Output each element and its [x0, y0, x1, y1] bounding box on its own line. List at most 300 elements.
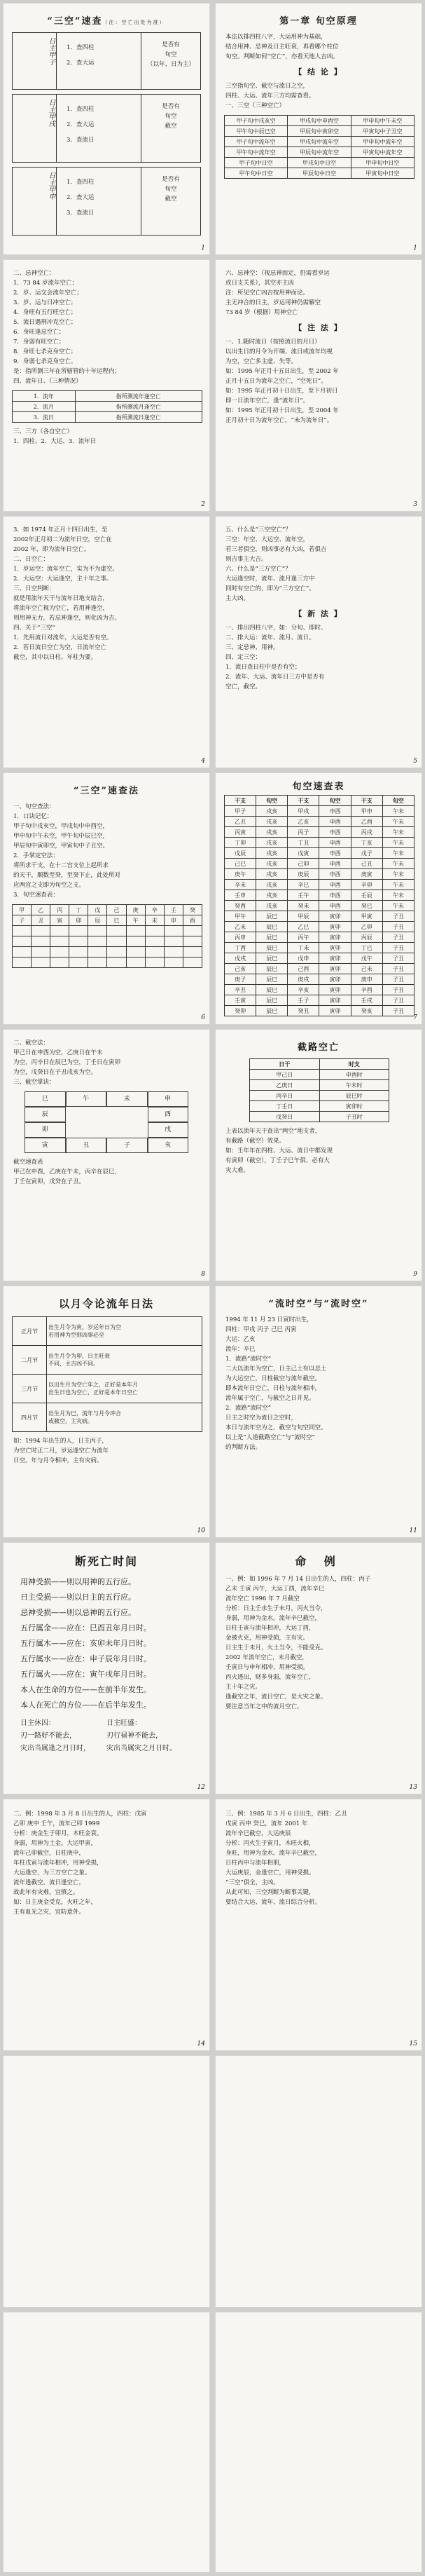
foot-cell: 灾出当属逢之月日时， — [20, 1745, 90, 1752]
table-cell — [183, 947, 202, 958]
table-cell: 丁亥 — [351, 838, 382, 848]
table-cell: 辛巳 — [288, 880, 319, 890]
result-item: 是否有 — [162, 41, 180, 48]
desc-line: 若用神为空则凶事必至 — [48, 1332, 104, 1338]
text-line: 三、定忌神、用神。 — [225, 644, 279, 651]
text-line: 身弱，用神为金水。流年辛巳截空， — [225, 1615, 321, 1622]
table-cell: 甲寅 — [351, 911, 382, 922]
text-line: 四、关于“三空” — [13, 625, 55, 632]
table-cell: 午未 — [382, 869, 414, 880]
table-cell: 己 — [107, 905, 126, 915]
table-cell: 寅卯 — [319, 974, 351, 985]
page-number: 3 — [413, 501, 417, 508]
table-cell: 午未 — [382, 848, 414, 859]
month-desc — [47, 1403, 202, 1432]
page-17 — [3, 2055, 210, 2308]
text-line: 本日与流年空为之，截空与旬空同空。 — [225, 1424, 327, 1431]
text-line: 五行属火——应在：寅午戌年月日时。 — [20, 1670, 151, 1679]
table-cell: 2．流月 — [13, 402, 76, 412]
table-cell: 午未 — [382, 817, 414, 827]
text-line: 有截路（截空）效果。 — [225, 1138, 286, 1145]
table-cell: 丑 — [32, 915, 50, 926]
table-cell: 子丑 — [382, 964, 414, 974]
table-cell: 癸酉 — [225, 901, 256, 911]
table-cell: 己巳 — [225, 859, 256, 869]
text-line: 五、什么是“三空空亡”？ — [225, 526, 291, 533]
text-line: 大运逢空，为三方空亡之象。 — [13, 1869, 91, 1876]
page-9 — [3, 1029, 210, 1281]
text-line: 要结合大运、流年、流日综合分析。 — [225, 1899, 321, 1906]
text-line: 如：1995 年正月初十日出生，至下月初日 — [225, 388, 338, 395]
tiangan-dizhi-table — [12, 904, 202, 968]
text-line: 应两宫之支即为旬空之支。 — [13, 882, 85, 889]
page-4 — [215, 259, 422, 512]
table-cell: 寅卯 — [319, 943, 351, 953]
table-cell: 己亥 — [225, 964, 256, 974]
table-cell: 午未 — [382, 859, 414, 869]
table-cell: 甲午旬中辰巳空 — [225, 126, 288, 137]
text-line: 逢截空之年，流日空亡，是大灾之象。 — [225, 1694, 327, 1701]
table-cell: 丙寅 — [225, 827, 256, 838]
palm-cell — [106, 1107, 148, 1121]
text-line: 流年己卯截空，日柱庚申， — [13, 1850, 85, 1857]
table-row — [13, 926, 202, 936]
page-number: 1 — [413, 245, 417, 252]
text-line: 二、例：1998 年 3 月 8 日出生的人，四柱：戊寅 — [13, 1811, 147, 1818]
table-cell: 乙未 — [225, 922, 256, 932]
table-cell: 指所测流月逢空亡 — [75, 402, 202, 412]
text-line: 要注意当年之中的流月空亡。 — [225, 1703, 303, 1710]
text-line: 3．如 1974 年正月十四日出生，至 — [13, 526, 108, 533]
table-cell: 庚申 — [351, 974, 382, 985]
table-cell: 乙酉 — [351, 817, 382, 827]
text-line: 3．旬空速查表： — [13, 892, 59, 899]
table-cell: 丙午 — [288, 932, 319, 943]
text-line: 日主生于未月，火土当令，不能受克。 — [225, 1644, 327, 1651]
table-row — [13, 936, 202, 947]
text-line: 5．流日遇刑冲克空亡； — [13, 319, 77, 326]
step-item: 1．查四柱 — [67, 179, 95, 186]
table-row — [225, 158, 414, 168]
table-row — [225, 137, 414, 147]
table-row — [225, 126, 414, 137]
table-row — [225, 901, 414, 911]
table-row — [225, 869, 414, 880]
text-line: 2002 年，即为流年日空亡。 — [13, 546, 90, 553]
table-row — [13, 905, 202, 915]
table-cell: 午未 — [382, 901, 414, 911]
page-title: 旬空速查表 — [292, 782, 345, 792]
table-cell: 辰巳 — [256, 932, 288, 943]
table-cell: 庚寅 — [351, 869, 382, 880]
text-line: 身弱，用神为土金。大运甲寅， — [13, 1840, 97, 1847]
table-cell: 辰巳 — [256, 974, 288, 985]
text-line: 三空指旬空、截空与流日之空， — [225, 83, 309, 90]
page-title: 命 例 — [295, 1555, 342, 1568]
step-item: 2．查大运 — [67, 60, 95, 67]
text-line: 的判断方法。 — [225, 1444, 262, 1451]
text-line: 截空，其中以日柱、年柱为要。 — [13, 654, 97, 661]
text-line: 将所求干支，在十二宫支位上起所求 — [13, 862, 109, 869]
text-line: 为空，戊癸日在子丑戌亥为空。 — [13, 1069, 97, 1076]
text-line: 如：壬年年在四柱、大运、流日中都发现 — [225, 1147, 333, 1154]
table-row — [13, 402, 202, 412]
table-cell: 甲寅旬中流年空 — [351, 147, 414, 158]
table-cell: 子丑 — [382, 953, 414, 964]
text-line: 流年属于空亡，与截空之日并见。 — [225, 1395, 315, 1402]
table-cell: 己卯 — [288, 859, 319, 869]
page-1 — [3, 3, 210, 255]
page-title: 第一章 旬空原理 — [279, 16, 358, 27]
table-cell: 申酉 — [319, 859, 351, 869]
text-line: 忌神受损——则以忌神的五行应。 — [20, 1608, 136, 1617]
text-line: 三、三方（各自空亡） — [13, 428, 74, 435]
text-line: 主十年之灾。 — [225, 1684, 262, 1691]
page-title: “流时空”与“流时空” — [268, 1299, 369, 1309]
table-cell: 寅卯 — [319, 985, 351, 995]
text-line: 壬寅日与申年相冲，用神受损。 — [225, 1664, 309, 1671]
table-cell — [164, 936, 183, 947]
table-cell: 丁卯 — [225, 838, 256, 848]
table-cell: 子丑 — [382, 1006, 414, 1016]
table-row — [13, 391, 202, 402]
text-line: 甲己在申酉，乙庚在午未，丙辛在辰巳， — [13, 1168, 121, 1175]
text-line: 三、截空掌诀： — [13, 1079, 55, 1086]
table-cell: 戊癸日 — [250, 1112, 320, 1122]
table-cell: 壬午 — [288, 890, 319, 901]
page-number: 13 — [409, 1784, 417, 1791]
page-title: 断死亡时间 — [74, 1555, 138, 1568]
table-cell: 庚 — [126, 905, 145, 915]
page-14 — [215, 1542, 422, 1794]
table-row — [225, 964, 414, 974]
text-line: 2．大运空：大运逢空，主十年之事。 — [13, 575, 113, 582]
table-row — [225, 848, 414, 859]
text-line: 二、截空法： — [13, 1040, 50, 1047]
table-cell — [164, 947, 183, 958]
text-line: 注：所见空亡凶吉按用神而论。 — [225, 289, 309, 297]
table-cell: 乙 — [32, 905, 50, 915]
table-cell — [69, 947, 88, 958]
text-line: 如：日主庚金受克，火旺之年， — [13, 1899, 97, 1906]
page-title: “三空”速查（注：空亡出处为准） — [47, 16, 166, 27]
desc-line: 以出生月为空亡年之，正好是本年月 — [48, 1382, 138, 1388]
table-cell — [145, 958, 164, 968]
table-cell: 甲辰 — [288, 911, 319, 922]
text-line: 年柱戊寅与流年相冲，用神受损， — [13, 1860, 103, 1867]
kongwang-table — [224, 115, 414, 179]
table-cell: 申酉 — [319, 848, 351, 859]
page-number: 4 — [201, 758, 205, 765]
step-item: 1．查四柱 — [67, 106, 95, 113]
text-line: 乙未 壬寅 丙午，大运丁酉，流年辛巳 — [225, 1586, 325, 1593]
text-line: 即一日流年空亡，逢“流年日”。 — [225, 397, 309, 404]
palm-cell: 辰 — [25, 1107, 66, 1122]
text-line: 上表以流年天干查出“两空”地支者， — [225, 1128, 321, 1135]
desc-line: 或截空，主灾病。 — [48, 1418, 93, 1424]
text-line: 2002年正月初二为流年日空，空亡在 — [13, 536, 112, 543]
text-line: 二、排大运：流年、流月、流日。 — [225, 634, 315, 641]
table-cell: 乙丑 — [225, 817, 256, 827]
table-row — [225, 995, 414, 1006]
table-cell: 丁壬日 — [250, 1101, 320, 1112]
page-number: 2 — [201, 501, 205, 508]
text-line: 五行属木——应在：亥卯未年月日时。 — [20, 1639, 151, 1648]
table-row — [13, 947, 202, 958]
text-line: 以上是“人道截路空亡”与“流时空” — [225, 1434, 315, 1441]
table-cell — [126, 958, 145, 968]
palm-chart — [25, 1091, 188, 1153]
text-line: 一、旬空查法： — [13, 803, 55, 810]
table-cell: 丁巳 — [351, 943, 382, 953]
table-cell — [69, 936, 88, 947]
text-line: 结合用神、忌神及日主旺衰，再看哪个柱位 — [225, 43, 339, 50]
foot-row — [20, 1743, 193, 1755]
table-cell: 酉 — [183, 915, 202, 926]
text-line: 3．岁、运与日冲空亡； — [13, 299, 77, 306]
palm-cell: 寅 — [25, 1138, 66, 1153]
table-cell: 申酉 — [319, 838, 351, 848]
table-cell: 午未 — [382, 838, 414, 848]
table-cell: 庚子 — [225, 974, 256, 985]
table-cell: 辰巳 — [256, 922, 288, 932]
table-cell: 丙辛日 — [250, 1091, 320, 1101]
table-cell: 戌亥 — [256, 890, 288, 901]
table-cell: 壬申 — [225, 890, 256, 901]
table-cell: 戌亥 — [256, 859, 288, 869]
table-row — [13, 1317, 202, 1346]
table-cell — [145, 926, 164, 936]
table-row — [225, 943, 414, 953]
text-line: 甲己日在申酉为空，乙庚日在午未 — [13, 1049, 103, 1056]
table-cell: 壬 — [164, 905, 183, 915]
section-heading: 【 注 法 】 — [294, 323, 343, 332]
step-item: 3．查流日 — [67, 137, 95, 144]
table-row — [225, 922, 414, 932]
text-line: 灾大难。 — [225, 1167, 250, 1174]
table-cell: 戊子 — [351, 848, 382, 859]
foot-cell: 日主休囚： — [20, 1719, 55, 1727]
table-cell: 指所测流年逢空亡 — [75, 391, 202, 402]
text-line: 三空：年空、大运空、流年空， — [225, 536, 309, 543]
page-11 — [3, 1286, 210, 1538]
table-cell: 子丑时 — [319, 1112, 389, 1122]
table-cell: 戌亥 — [256, 806, 288, 817]
table-cell: 癸 — [183, 905, 202, 915]
text-line: 甲子旬中戌亥空，甲戌旬中申酉空， — [13, 823, 109, 830]
table-cell: 丁未 — [288, 943, 319, 953]
palm-cell: 戌 — [148, 1122, 189, 1138]
text-line: 日柱壬寅与流年相冲，大运丁酉， — [225, 1625, 315, 1632]
table-cell: 壬辰 — [351, 890, 382, 901]
table-cell: 庚午 — [225, 869, 256, 880]
step-list — [57, 168, 141, 235]
table-cell — [32, 958, 50, 968]
table-cell: 午未 — [382, 806, 414, 817]
table-cell: 辛丑 — [225, 985, 256, 995]
table-row — [225, 859, 414, 869]
table-cell — [183, 926, 202, 936]
palm-cell: 酉 — [148, 1107, 189, 1122]
text-line: 同时有空亡的，即为“三方空亡”。 — [225, 585, 315, 592]
table-row — [13, 1403, 202, 1432]
table-cell: 指所测流日逢空亡 — [75, 412, 202, 423]
text-line: 6．身旺逢忌空亡； — [13, 329, 65, 336]
foot-cell: 灾出当属灾之月日时。 — [106, 1745, 176, 1752]
month-label: 四月节 — [13, 1403, 47, 1432]
table-row — [13, 1375, 202, 1403]
table-cell: 乙庚日 — [250, 1080, 320, 1091]
table-cell: 戌亥 — [256, 848, 288, 859]
result-item: 截空 — [165, 123, 177, 130]
palm-cell — [66, 1122, 107, 1136]
table-cell — [50, 958, 69, 968]
text-line: 正月十五日为流年之空亡，“空死日”。 — [225, 378, 327, 385]
text-line: 流年：辛巳 — [225, 1346, 256, 1353]
page-number: 15 — [409, 2040, 417, 2047]
table-cell: 丁 — [69, 905, 88, 915]
page-number: 9 — [413, 1271, 417, 1278]
page-15 — [3, 1799, 210, 2051]
page-2 — [215, 3, 422, 255]
table-cell: 己丑 — [351, 859, 382, 869]
jielu-table — [249, 1058, 389, 1122]
table-row — [250, 1091, 389, 1101]
text-line: 五行属金——应在：巳酉丑年月日时。 — [20, 1623, 151, 1633]
table-cell: 甲寅旬中子丑空 — [351, 126, 414, 137]
foot-cell: 日主旺盛： — [106, 1719, 141, 1727]
table-cell: 辰巳 — [256, 985, 288, 995]
page-10 — [215, 1029, 422, 1281]
palm-cell: 子 — [106, 1138, 148, 1153]
text-line: 为空，丙辛日在辰巳为空，丁壬日在寅卯 — [13, 1059, 121, 1066]
text-line: 如：1995 年正月初十日出生，至 2004 年 — [225, 407, 339, 414]
text-line: 丙火透出，财多身弱，流年空亡， — [225, 1674, 315, 1681]
table-cell — [107, 936, 126, 947]
text-line: 4．身旺有五行旺空亡； — [13, 309, 77, 316]
text-line: 四、定三空： — [225, 654, 262, 661]
foot-row — [20, 1730, 193, 1743]
table-cell: 午 — [126, 915, 145, 926]
text-line: 为空，空亡多主虚、失等。 — [225, 358, 298, 365]
text-line: “三空”俱全，主凶。 — [225, 1879, 279, 1886]
palm-cell: 未 — [106, 1091, 148, 1107]
table-cell: 子 — [13, 915, 32, 926]
table-cell: 己酉 — [288, 964, 319, 974]
text-line: 1．先用流日对流年，大运是否有空。 — [13, 634, 113, 641]
table-cell — [50, 936, 69, 947]
table-cell — [88, 926, 107, 936]
text-line: 为大运空亡，日柱截空与流年截空。 — [225, 1375, 321, 1382]
result-item: 是否有 — [162, 176, 180, 183]
text-line: 旬空。判断如何“空亡”，亦看天地人吉凶。 — [225, 53, 339, 60]
table-cell: 乙卯 — [351, 922, 382, 932]
text-line: 甲申旬中午未空，甲午旬中辰巳空， — [13, 833, 109, 840]
text-line: 二大以流年为空亡，日主己土有以忌土 — [225, 1365, 327, 1372]
page-number: 11 — [409, 1527, 417, 1534]
table-cell: 辰巳 — [256, 1006, 288, 1016]
table-cell — [126, 926, 145, 936]
table-cell: 戌亥 — [256, 869, 288, 880]
page-number: 7 — [413, 1014, 417, 1021]
table-cell: 甲午旬中日空 — [225, 168, 288, 179]
table-cell: 子丑 — [382, 943, 414, 953]
text-line: 1．四柱、2．大运、3．流年日 — [13, 438, 97, 445]
page-number: 6 — [201, 1014, 205, 1021]
text-line: 若三者俱空，则凶事必有大凶，若俱吉 — [225, 546, 327, 553]
result-item: 旬空 — [165, 186, 177, 193]
text-line: 2．若日流日空亡为空，日流年空亡 — [13, 644, 106, 651]
table-cell: 庚辰 — [288, 869, 319, 880]
page-13 — [3, 1542, 210, 1794]
text-line: 三、日空判断： — [13, 585, 55, 592]
table-cell — [107, 958, 126, 968]
text-line: 73 84 岁（根据）用神空亡 — [225, 309, 298, 316]
text-line: 空亡，截空。 — [225, 683, 262, 690]
table-cell: 癸亥 — [351, 1006, 382, 1016]
table-row — [225, 147, 414, 158]
table-cell: 寅卯 — [319, 911, 351, 922]
table-cell: 辰巳 — [256, 995, 288, 1006]
table-cell — [88, 958, 107, 968]
text-line: 身旺，用神为金水。流年辛巳截空， — [225, 1850, 321, 1857]
text-line: 流年空亡 1996 年 7 月截空 — [225, 1595, 300, 1602]
table-cell — [88, 936, 107, 947]
result-list — [141, 95, 200, 162]
text-line: 五行属水——应在：申子辰年月日时。 — [20, 1654, 151, 1663]
text-line: 的天干，顺数至癸，至癸下止，此处所对 — [13, 872, 121, 879]
table-cell: 甲戌 — [288, 806, 319, 817]
text-line: 1．口诀记忆： — [13, 813, 53, 820]
palm-cell: 午 — [66, 1091, 107, 1107]
table-cell: 甲子旬中日空 — [225, 158, 288, 168]
page-19 — [3, 2312, 210, 2572]
table-cell — [13, 936, 32, 947]
table-cell: 甲子旬中流年空 — [225, 137, 288, 147]
page-12 — [215, 1286, 422, 1538]
text-line: 四柱、大运、流年三方均需查看。 — [225, 93, 315, 100]
table-row — [225, 911, 414, 922]
table-cell — [13, 947, 32, 958]
table-cell: 卯 — [69, 915, 88, 926]
text-line: 为空亡时正二月，岁运逢空亡为流年 — [13, 1447, 109, 1454]
text-line: 流年逢截空，流日逢空亡， — [13, 1879, 85, 1886]
table-cell: 辛卯 — [351, 880, 382, 890]
palm-cell: 卯 — [25, 1122, 66, 1138]
table-cell — [13, 926, 32, 936]
page-20 — [215, 2312, 422, 2572]
page-title: 以月令论流年日法 — [58, 1297, 154, 1310]
table-cell: 丙 — [50, 905, 69, 915]
section-heading: 【 新 法 】 — [294, 609, 343, 618]
table-cell: 癸未 — [288, 901, 319, 911]
page-number: 5 — [413, 758, 417, 765]
table-cell — [32, 936, 50, 947]
table-cell: 辰 — [88, 915, 107, 926]
result-item: 截空 — [165, 196, 177, 203]
table-row — [13, 1346, 202, 1375]
palm-cell: 亥 — [148, 1138, 189, 1153]
table-row — [225, 1006, 414, 1016]
method-box — [12, 32, 201, 90]
xunkong-table — [224, 795, 414, 1016]
table-cell: 甲戌旬中日空 — [288, 158, 351, 168]
table-cell: 丙子 — [288, 827, 319, 838]
text-line: 六、什么是“三方空亡”？ — [225, 566, 291, 573]
text-line: 大运：乙亥 — [225, 1336, 256, 1343]
text-line: 一、三空（三种空亡） — [225, 102, 286, 109]
table-cell: 辰巳 — [256, 964, 288, 974]
